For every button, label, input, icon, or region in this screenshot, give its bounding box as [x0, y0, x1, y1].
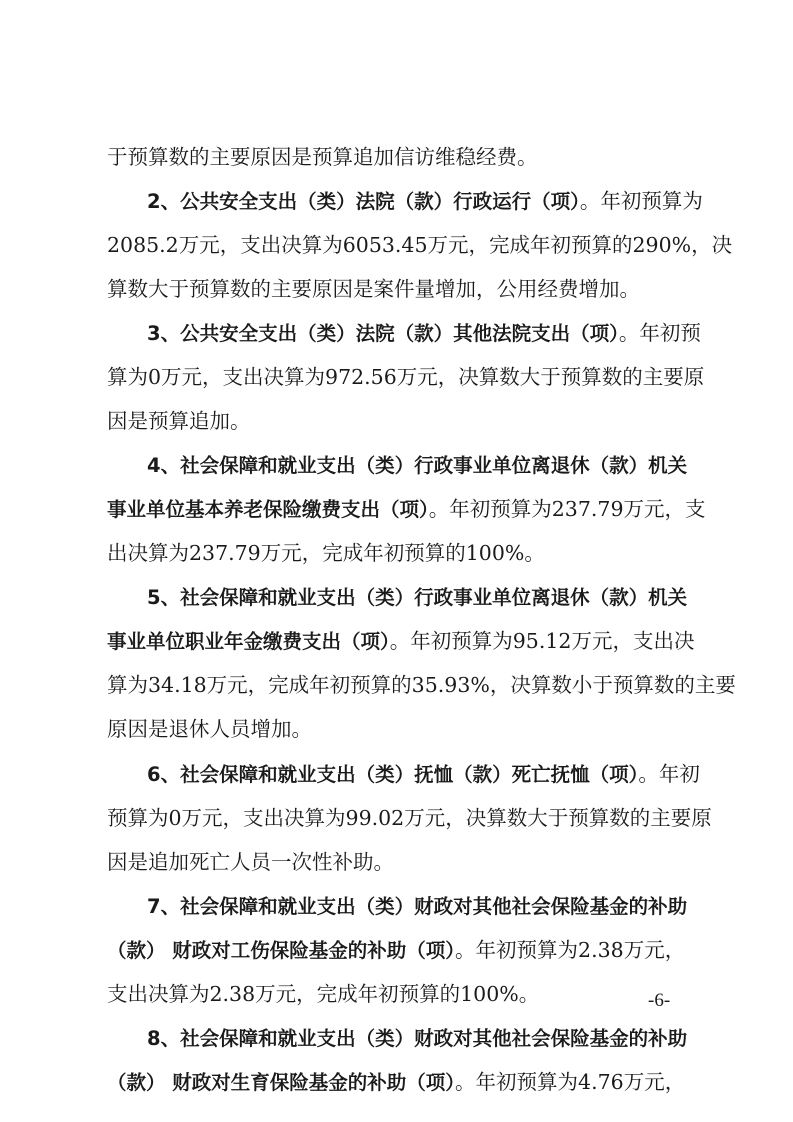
item-heading: 6、社会保障和就业支出（类）抚恤（款）死亡抚恤（项）: [147, 763, 639, 786]
text-line: [107, 665, 736, 705]
body-sentence: 因是预算追加。: [107, 409, 251, 433]
item-heading: 8、社会保障和就业支出（类）财政对其他社会保险基金的补助: [147, 1027, 688, 1050]
item-heading: （款） 财政对生育保险基金的补助（项）: [107, 1071, 456, 1094]
item-heading: 3、公共安全支出（类）法院（款）其他法院支出（项）: [147, 322, 619, 345]
text-line: [107, 842, 692, 882]
text-line: [107, 269, 692, 309]
body-sentence: 2085.2万元，支出决算为6053.45万元，完成年初预算的290%，决: [107, 233, 733, 257]
text-line: [107, 621, 695, 661]
body-sentence: 原因是退休人员增加。: [107, 717, 312, 741]
text-line: [107, 225, 733, 265]
item-heading: 事业单位基本养老保险缴费支出（项）: [107, 498, 429, 521]
body-sentence: 。年初预算为4.76万元，: [455, 1070, 686, 1094]
body-sentence: 算为0万元，支出决算为972.56万元，决算数大于预算数的主要原: [107, 365, 705, 389]
body-sentence: 。年初预算为95.12万元，支出决: [389, 629, 695, 653]
text-line: [147, 313, 701, 353]
text-line: [107, 930, 692, 970]
body-sentence: 。年初预: [618, 321, 701, 345]
text-line: [147, 886, 692, 926]
item-heading: 2、公共安全支出（类）法院（款）行政运行（项）: [147, 190, 580, 213]
text-line: [107, 798, 712, 838]
body-sentence: 。年初预算为237.79万元，支: [428, 497, 706, 521]
text-line: [147, 577, 692, 617]
text-line: [147, 445, 692, 485]
text-line: [147, 181, 703, 221]
text-line: [107, 489, 706, 529]
text-line: [147, 754, 700, 794]
body-sentence: 算数大于预算数的主要原因是案件量增加，公用经费增加。: [107, 277, 640, 301]
text-line: [107, 357, 705, 397]
text-line: [107, 1062, 692, 1102]
text-line: [107, 401, 692, 441]
item-heading: 4、社会保障和就业支出（类）行政事业单位离退休（款）机关: [147, 454, 688, 477]
body-sentence: 出决算为237.79万元，完成年初预算的100%。: [107, 541, 545, 565]
text-line: [107, 974, 692, 1014]
text-line: [147, 1018, 692, 1058]
body-sentence: 于预算数的主要原因是预算追加信访维稳经费。: [107, 145, 538, 169]
body-sentence: 。年初: [638, 762, 700, 786]
body-sentence: 算为34.18万元，完成年初预算的35.93%，决算数小于预算数的主要: [107, 673, 736, 697]
body-sentence: 支出决算为2.38万元，完成年初预算的100%。: [107, 982, 540, 1006]
item-heading: 事业单位职业年金缴费支出（项）: [107, 630, 390, 653]
body-sentence: 。年初预算为: [579, 189, 703, 213]
body-sentence: 预算为0万元，支出决算为99.02万元，决算数大于预算数的主要原: [107, 806, 712, 830]
body-sentence: 因是追加死亡人员一次性补助。: [107, 850, 394, 874]
item-heading: 7、社会保障和就业支出（类）财政对其他社会保险基金的补助: [147, 895, 688, 918]
item-heading: （款） 财政对工伤保险基金的补助（项）: [107, 939, 456, 962]
text-line: [107, 709, 692, 749]
page-number: -6-: [648, 990, 671, 1011]
item-heading: 5、社会保障和就业支出（类）行政事业单位离退休（款）机关: [147, 586, 688, 609]
text-line: [107, 137, 692, 177]
body-sentence: 。年初预算为2.38万元，: [455, 938, 686, 962]
text-line: [107, 533, 692, 573]
